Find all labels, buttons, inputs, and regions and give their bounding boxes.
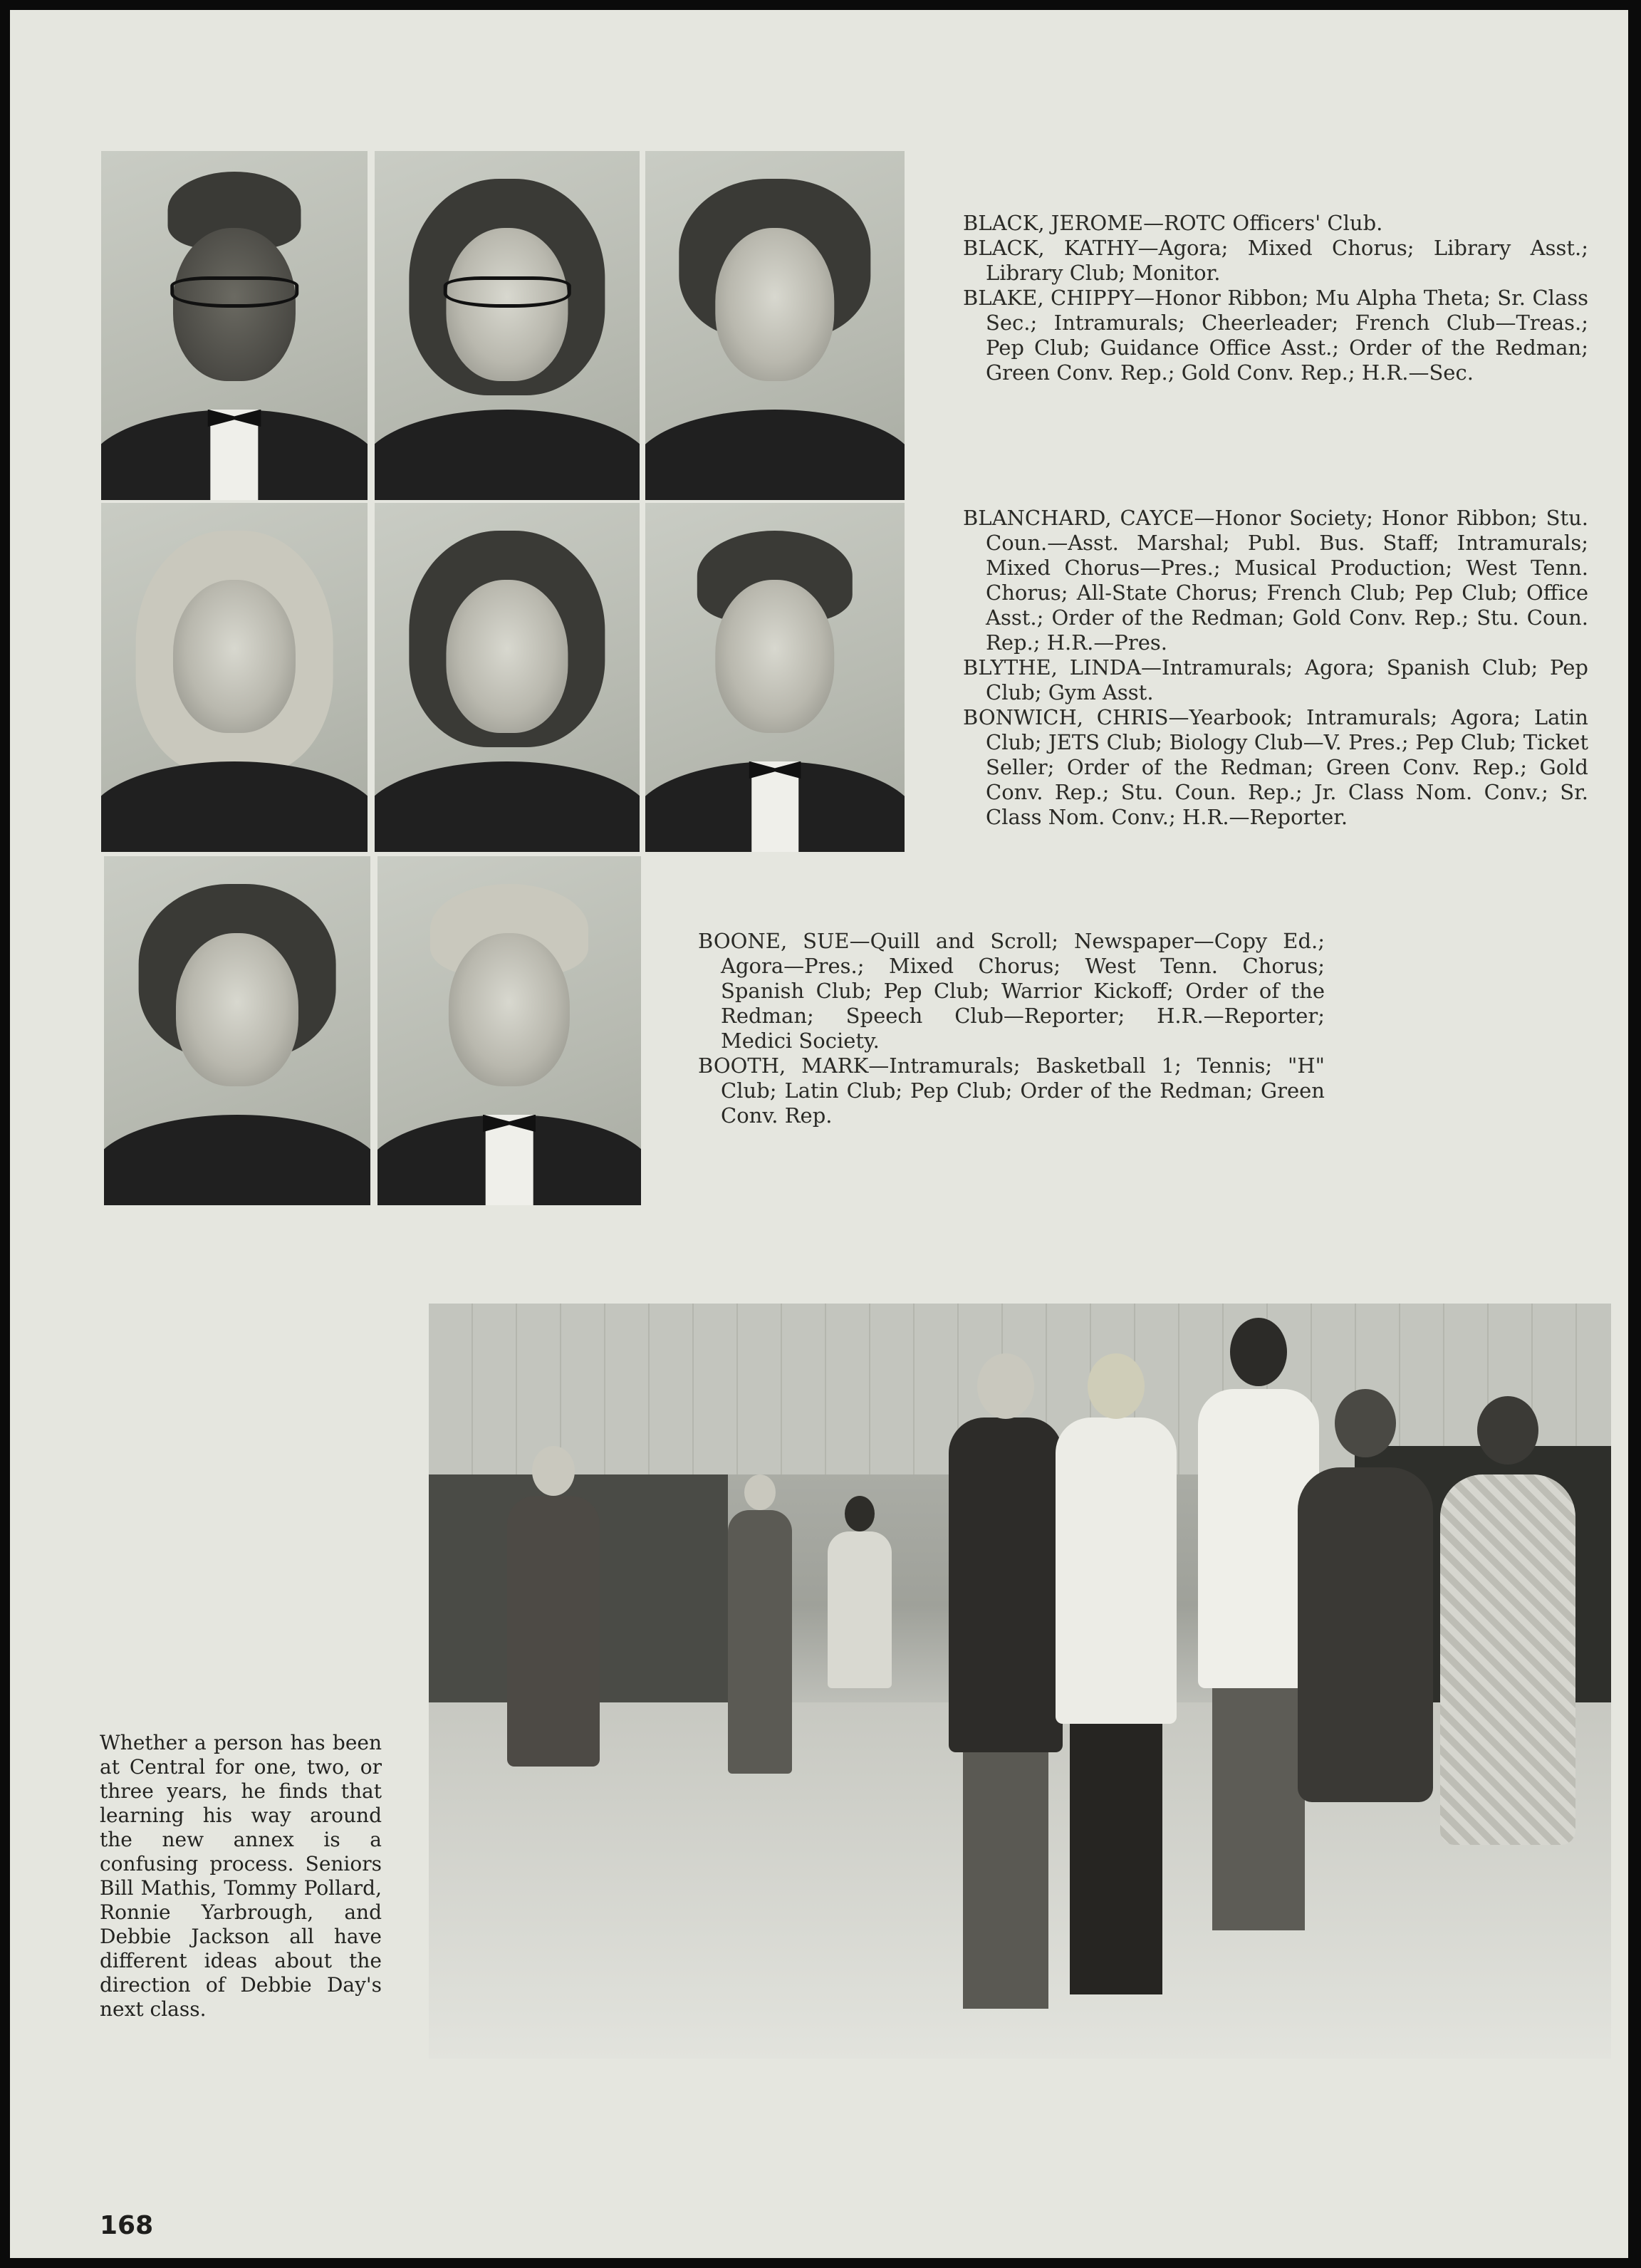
portrait-bonwich-chris [645,503,905,852]
bio-entry: BLYTHE, LINDA—Intramurals; Agora; Spanish Club; Pep Club; Gym Asst. [963,655,1588,704]
bio-group-2 [963,506,1588,830]
yearbook-page [10,10,1628,2258]
portrait-blake-chippy [645,151,905,500]
portrait-black-jerome [101,151,368,500]
bio-entry: BLACK, JEROME—ROTC Officers' Club. [963,211,1383,235]
portrait-boone-sue [104,856,370,1205]
portrait-booth-mark [377,856,641,1205]
portrait-blanchard-cayce [101,503,368,852]
bio-group-3 [698,929,1325,1128]
photo-caption: Whether a person has been at Central for one, two, or three years, he finds that learning his way around the new annex is a confusing process. Seniors Bill Mathis, Tommy Pollard, Ronnie Yarbrough, and Debbie Jackson all have different ideas about the direction of Debbie Day's next class. [100,1731,382,2021]
page-number: 168 [100,2211,154,2240]
portrait-black-kathy [375,151,640,500]
bio-entry: BLANCHARD, CAYCE—Honor Society; Honor Ribbon; Stu. Coun.—Asst. Marshal; Publ. Bus. Staff; Intramurals; Mixed Chorus—Pres.; Musical Production; West Tenn. Chorus; All-State Chorus; French Club; Pep Club; Office Asst.; Order of the Redman; Gold Conv. Rep.; Stu. Coun. Rep.; H.R.—Pres. [963,506,1588,655]
bio-entry: BOONE, SUE—Quill and Scroll; Newspaper—Copy Ed.; Agora—Pres.; Mixed Chorus; West Tenn. Chorus; Spanish Club; Pep Club; Warrior Kickoff; Order of the Redman; Speech Club—Reporter; H.R.—Reporter; Medici Society. [698,929,1325,1053]
bio-entry: BONWICH, CHRIS—Yearbook; Intramurals; Agora; Latin Club; JETS Club; Biology Club—V. Pres.; Pep Club; Ticket Seller; Order of the Redman; Green Conv. Rep.; Gold Conv. Rep.; Stu. Coun. Rep.; Jr. Class Nom. Conv.; Sr. Class Nom. Conv.; H.R.—Reporter. [963,705,1588,829]
portrait-blythe-linda [375,503,640,852]
bio-group-1 [963,211,1588,385]
hallway-group-photo [429,1304,1611,2059]
bio-entry: BLACK, KATHY—Agora; Mixed Chorus; Library Asst.; Library Club; Monitor. [963,236,1588,285]
bio-entry: BOOTH, MARK—Intramurals; Basketball 1; Tennis; "H" Club; Latin Club; Pep Club; Order of the Redman; Green Conv. Rep. [698,1054,1325,1128]
bio-entry: BLAKE, CHIPPY—Honor Ribbon; Mu Alpha Theta; Sr. Class Sec.; Intramurals; Cheerleader; French Club—Treas.; Pep Club; Guidance Office Asst.; Order of the Redman; Green Conv. Rep.; Gold Conv. Rep.; H.R.—Sec. [963,286,1588,385]
